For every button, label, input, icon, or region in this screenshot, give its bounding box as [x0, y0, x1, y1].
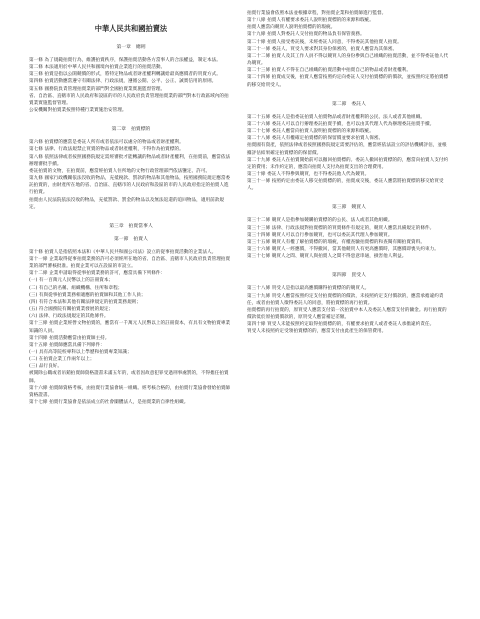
article-paragraph: 第八條 依照法律或者按照國務院規定需經審批才能轉讓的物品或者財產權利，在拍賣前，應當依法辦理審批手續。: [29, 154, 231, 167]
article-paragraph: 第十條 拍賣人是指依照本法和《中華人民共和國公司法》設立的從事拍賣活動的企業法人。: [29, 249, 217, 255]
article-paragraph: 第三十條 委託人不得參與競買，也不得委託他人代為競買。: [247, 171, 370, 177]
article-paragraph: 被開除公職或者吊銷拍賣師資格證書未滿五年的，或者因故意犯罪受過刑事處罰的，不得擔任拍賣師。: [29, 371, 229, 384]
article-paragraph: 省、自治區、直轄市的人民政府和設區的市的人民政府負責管理拍賣業的部門對本行政區域內的拍賣業實施監督管理。: [29, 93, 229, 106]
article-paragraph: 第二十六條 委託人可以自行辦理委託拍賣手續，也可以由其代理人代為辦理委託拍賣手續。: [247, 121, 435, 127]
article-paragraph: 第十三條 拍賣企業經營文物拍賣的，應當有一千萬元人民幣以上的註冊資本，有具有文物拍賣專業知識的人員。: [29, 321, 231, 334]
section-2-heading: 第二節 委託人: [332, 101, 366, 107]
article-paragraph: 拍賣標的再行拍賣的，原買受人應當支付第一次拍賣中本人及委託人應當支付的傭金。再行拍賣的價款低於原拍賣價款的，原買受人應當補足差額。: [247, 307, 447, 320]
article-paragraph: 公安機關對拍賣業按照特種行業實施治安管理。: [29, 108, 127, 114]
article-paragraph: 第二十一條 委託人、買受人要求對其身份保密的，拍賣人應當為其保密。: [247, 46, 398, 52]
article-paragraph: 第十六條 拍賣師資格考核，由拍賣行業協會統一組織。經考核合格的，由拍賣行業協會發給拍賣師資格證書。: [29, 385, 231, 398]
article-paragraph: 第二十二條 拍賣人及其工作人員不得以競買人的身份參與自己組織的拍賣活動，並不得委託他人代為競買。: [247, 53, 449, 67]
article-paragraph: 第三十四條 競買人可以自行參加競買，也可以委託其代理人參加競買。: [247, 232, 393, 238]
list-item: (二) 在拍賣企業工作兩年以上；: [29, 357, 95, 363]
article-paragraph: 第三十五條 競買人有權了解拍賣標的的瑕疵，有權查驗拍賣標的和查閱有關拍賣資料。: [247, 239, 425, 245]
article-paragraph: 拍賣行業協會依照本法並根據章程，對拍賣企業和拍賣師進行監督。: [247, 11, 387, 16]
article-paragraph: 第三十二條 競買人是指參加競購拍賣標的的公民、法人或者其他組織。: [247, 218, 393, 224]
chapter-1-body: [29, 57, 233, 114]
article-paragraph: 第二十七條 委託人應當向拍賣人說明拍賣標的的來源和瑕疵。: [247, 129, 374, 135]
chapter-2-body: [29, 139, 233, 211]
article-paragraph: 第三十一條 按照約定由委託人移交拍賣標的的，拍賣成交後，委託人應當將拍賣標的移交給買受人。: [247, 179, 444, 192]
article-paragraph: 第四十條 買受人未能按照約定取得拍賣標的的，有權要求拍賣人或者委託人承擔違約責任。: [247, 322, 435, 328]
article-paragraph: 第六條 拍賣標的應當是委託人所有或者依法可以處分的物品或者財產權利。: [29, 140, 184, 146]
document-title: 中華人民共和國拍賣法: [94, 24, 168, 33]
chapter-3-heading: 第三章 拍賣當事人: [109, 223, 153, 229]
article-paragraph: 第二條 本法適用於中華人民共和國境內拍賣企業進行的拍賣活動。: [29, 65, 166, 71]
list-item: (四) 有符合本法和其他有關法律規定的拍賣業務規則；: [29, 299, 142, 305]
article-paragraph: 第二十四條 拍賣成交後，拍賣人應當按照約定向委託人交付拍賣標的的價款，並按照約定將拍賣標的移交給買受人。: [247, 75, 449, 88]
left-column: [29, 10, 233, 406]
article-paragraph: 第十七條 拍賣行業協會是依法成立的社會團體法人，是拍賣業的自律性組織。: [29, 400, 189, 406]
list-item: (五) 符合國務院有關拍賣業發展的規定；: [29, 307, 114, 313]
section-2-body: [247, 114, 451, 193]
article-paragraph: 第二十九條 委託人在拍賣開始前可以撤回拍賣標的。委託人撤回拍賣標的的，應當向拍賣人支付約定的費用；未作約定的，應當向拍賣人支付為拍賣支出的合理費用。: [247, 157, 449, 170]
article-paragraph: 第十八條 拍賣人有權要求委託人說明拍賣標的的來源和瑕疵。: [247, 18, 374, 24]
article-paragraph: 第三十三條 法律、行政法規對拍賣標的的買賣條件有規定的，競買人應當具備規定的條件。: [247, 225, 435, 231]
article-paragraph: 拍賣人應當向競買人說明拍賣標的的瑕疵。: [247, 25, 336, 31]
article-paragraph: 第十四條 拍賣活動應當由拍賣師主持。: [29, 335, 110, 341]
article-paragraph: 第三十七條 競買人之間、競買人與拍賣人之間不得惡意串通，損害他人利益。: [247, 254, 407, 260]
article-paragraph: 第一條 為了規範拍賣行為，維護拍賣秩序，保護拍賣活動各方當事人的合法權益，制定本法。: [29, 58, 221, 63]
list-item: (二) 有自己的名稱、組織機構、住所和章程；: [29, 285, 123, 291]
section-3-body: [247, 217, 451, 260]
article-paragraph: 第十二條 企業申請取得從事拍賣業務的許可，應當具備下列條件：: [29, 271, 166, 277]
right-column: [247, 10, 451, 335]
section-4-body: [247, 285, 451, 335]
chapter-3-body: [29, 249, 233, 406]
section-1-heading: 第一節 拍賣人: [114, 236, 148, 242]
list-item: (三) 有與從事拍賣業務相適應的拍賣師和其他工作人員；: [29, 292, 146, 298]
section-3-heading: 第三節 競買人: [332, 205, 366, 211]
article-paragraph: 第三十六條 競買人一經應價，不得撤回，當其他競買人有更高應價時，其應價即喪失約束力。: [247, 247, 439, 253]
article-paragraph: 第十九條 拍賣人對委託人交付拍賣的物品負有保管義務。: [247, 32, 365, 38]
article-paragraph: 第七條 法律、行政法規禁止買賣的物品或者財產權利，不得作為拍賣標的。: [29, 147, 184, 153]
article-paragraph: 第二十五條 委託人是指委託拍賣人拍賣物品或者財產權利的公民、法人或者其他組織。: [247, 114, 425, 120]
article-paragraph: 第十五條 拍賣師應當具備下列條件：: [29, 342, 105, 348]
article-paragraph: 第四條 拍賣活動應當遵守有關法律、行政法規，遵循公開、公平、公正、誠實信用的原則。: [29, 79, 217, 85]
chapter-2-heading: 第二章 拍賣標的: [111, 127, 151, 133]
article-paragraph: 第二十條 拍賣人接受委託後，未經委託人同意，不得委託其他拍賣人拍賣。: [247, 39, 402, 45]
article-paragraph: 第二十八條 委託人有權確定拍賣標的的保留價並要求拍賣人保密。: [247, 136, 384, 142]
section-1-continued: [247, 10, 451, 89]
article-paragraph: 委託拍賣的文物，在拍賣前，應當經拍賣人住所地的文物行政管理部門依法鑒定、許可。: [29, 168, 211, 174]
list-item: (一) 有一百萬元人民幣以上的註冊資本；: [29, 278, 114, 284]
chapter-1-heading: 第一章 總則: [116, 45, 146, 50]
list-item: (一) 具有高等院校專科以上學歷和拍賣專業知識；: [29, 350, 132, 355]
article-paragraph: 第二十三條 拍賣人不得在自己組織的拍賣活動中拍賣自己的物品或者財產權利。: [247, 68, 412, 74]
article-paragraph: 第十一條 企業取得從事拍賣業務的許可必須經所在地的省、自治區、直轄市人民政府負責管理拍賣業的部門審核批准。拍賣企業可以在設區的市設立。: [29, 256, 231, 270]
article-paragraph: 第五條 國務院負責管理拍賣業的部門對全國拍賣業實施監督管理。: [29, 86, 166, 92]
article-paragraph: 拍賣國有資產，依照法律或者按照國務院規定需要評估的，應當經依法設立的評估機構評估，並根據評估結果確定拍賣標的的保留價。: [247, 143, 447, 156]
article-paragraph: 拍賣由人民法院依法沒收的物品，充抵罰款、罰金的物品以及無法返還的追回物品，適用前款規定。: [29, 197, 225, 210]
article-paragraph: 第三條 拍賣是指以公開競價的形式，將特定物品或者財產權利轉讓給最高應價者的買賣方式。: [29, 72, 221, 78]
article-paragraph: 第三十八條 買受人是指以最高應價購得拍賣標的的競買人。: [247, 286, 370, 292]
article-paragraph: 第三十九條 買受人應當按照約定支付拍賣標的的價款，未按照約定支付價款的，應當承擔違約責任，或者由拍賣人徵得委託人的同意，將拍賣標的再行拍賣。: [247, 293, 444, 306]
section-4-heading: 第四節 買受人: [332, 273, 366, 279]
article-paragraph: 第九條 國家行政機關依法沒收的物品，充抵稅款、罰款的物品和其他物品，按照國務院規定應當委託拍賣的，由財產所在地的省、自治區、直轄市的人民政府和設區的市的人民政府指定的拍賣人進行拍賣。: [29, 176, 231, 196]
article-paragraph: 買受人未按照約定受領拍賣標的的，應當支付由此產生的保管費用。: [247, 329, 387, 335]
list-item: (六) 法律、行政法規規定的其他條件。: [29, 314, 109, 320]
list-item: (三) 品行良好。: [29, 364, 63, 370]
